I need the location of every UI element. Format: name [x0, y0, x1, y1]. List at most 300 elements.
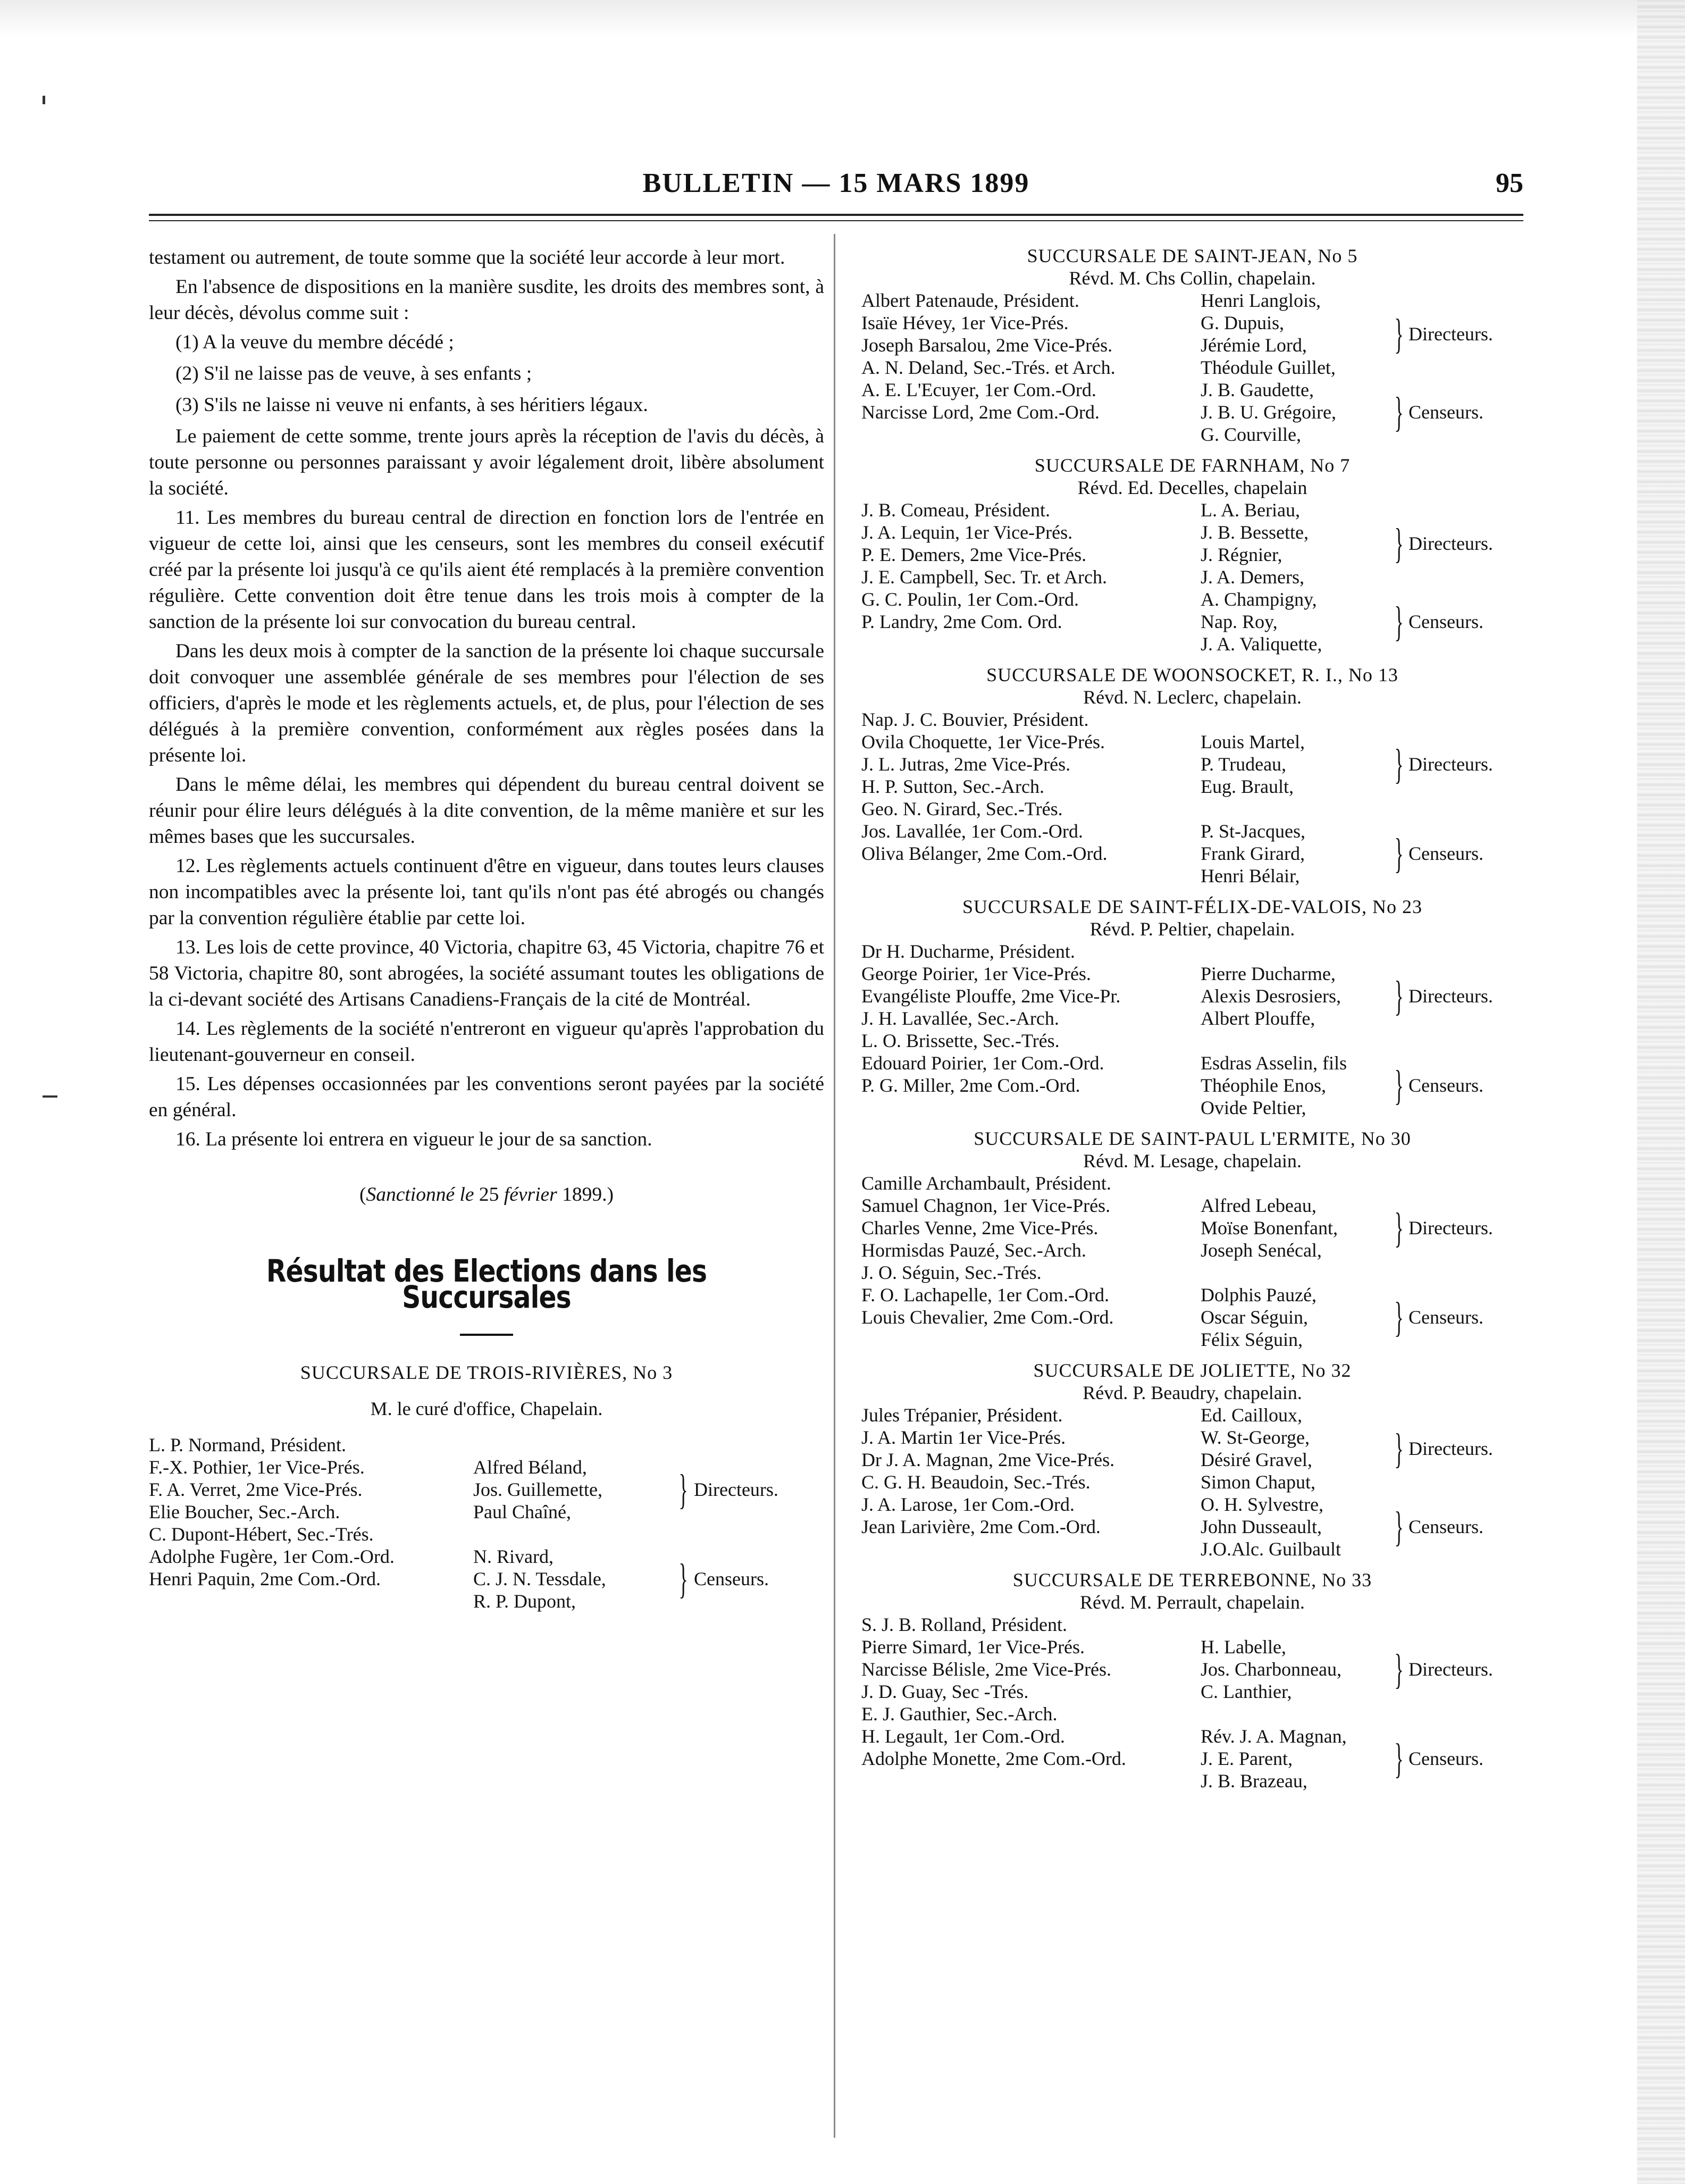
branch-chaplain: Révd. M. Chs Collin, chapelain.: [1069, 267, 1316, 289]
officer-row: [861, 1725, 1389, 1747]
officer-lines: [861, 1194, 1389, 1261]
officer-name: Ed. Cailloux,: [1201, 1404, 1302, 1426]
officer-name: J. B. Brazeau,: [1201, 1770, 1307, 1792]
officer-lines: [149, 1456, 673, 1523]
branch-title: SUCCURSALE DE SAINT-JEAN, No 5: [1027, 245, 1358, 266]
branch-chaplain: M. le curé d'office, Chapelain.: [370, 1398, 603, 1419]
officer-name: Hormisdas Pauzé, Sec.-Arch.: [861, 1240, 1086, 1261]
officer-row: [861, 820, 1389, 842]
officer-name: Henri Langlois,: [1201, 290, 1321, 311]
brace-glyph: }: [1394, 1062, 1404, 1109]
page-header: [149, 162, 1523, 205]
officer-row: [861, 775, 1389, 798]
officer-name: Pierre Ducharme,: [1201, 963, 1336, 984]
officer-name: R. P. Dupont,: [473, 1591, 576, 1612]
officer-group: [861, 1404, 1523, 1493]
branch-title: SUCCURSALE DE TROIS-RIVIÈRES, No 3: [300, 1362, 673, 1383]
brace-icon: [1389, 1052, 1409, 1119]
officer-name: Elie Boucher, Sec.-Arch.: [149, 1501, 340, 1522]
paragraph: 14. Les règlements de la société n'entreront en vigueur qu'après l'approbation du lieutenant-gouverneur en conseil.: [149, 1018, 824, 1066]
officer-name: [861, 1097, 1201, 1119]
officer-group: [149, 1456, 824, 1523]
officer-row: [861, 753, 1389, 775]
officer-row: [861, 1636, 1389, 1658]
officer-name: J. Régnier,: [1201, 544, 1282, 565]
officer-name: J. E. Campbell, Sec. Tr. et Arch.: [861, 566, 1107, 588]
officer-row: [861, 1538, 1389, 1560]
brace-glyph: }: [1394, 741, 1404, 788]
branch-title: SUCCURSALE DE SAINT-FÉLIX-DE-VALOIS, No 23: [962, 896, 1423, 917]
officer-name: G. Courville,: [1201, 424, 1301, 445]
officer-lines: [861, 1636, 1389, 1703]
officer-row: [861, 1493, 1389, 1516]
group-label: Directeurs.: [694, 1479, 778, 1500]
officer-row: [861, 1074, 1389, 1097]
officer-name: J. A. Martin 1er Vice-Prés.: [861, 1427, 1066, 1448]
officer-group: [861, 963, 1523, 1030]
officer-name: Joseph Barsalou, 2me Vice-Prés.: [861, 334, 1113, 356]
officer-name: Oliva Bélanger, 2me Com.-Ord.: [861, 843, 1108, 864]
officer-row: [861, 842, 1389, 865]
officer-line: L. O. Brissette, Sec.-Trés.: [861, 1030, 1060, 1051]
group-label: Directeurs.: [1409, 533, 1493, 554]
officer-name: [861, 1328, 1201, 1351]
branch-block: [861, 896, 1523, 1119]
officer-name: Albert Plouffe,: [1201, 1008, 1315, 1029]
header-rule: [149, 214, 1523, 216]
officer-name: G. Dupuis,: [1201, 312, 1285, 333]
officer-group: [861, 820, 1523, 887]
officer-row: [861, 963, 1389, 985]
officer-name: Jos. Guillemette,: [473, 1479, 602, 1500]
officer-name: Paul Chaîné,: [473, 1501, 571, 1522]
officer-name: George Poirier, 1er Vice-Prés.: [861, 963, 1091, 984]
group-label: Directeurs.: [1409, 1438, 1493, 1459]
officer-name: Narcisse Bélisle, 2me Vice-Prés.: [861, 1659, 1112, 1680]
paragraph: Dans les deux mois à compter de la sanction de la présente loi chaque succursale doit convoquer une assemblée générale de ses membres pour l'élection de ses officiers, d'après le mode et les règlements actuels, et, de plus, pour l'élection de ses délégués à la première convention, conformément aux règles posées dans la présente loi.: [149, 640, 824, 766]
list-item: (1) A la veuve du membre décédé ;: [175, 331, 454, 353]
officer-line: C. Dupont-Hébert, Sec.-Trés.: [149, 1524, 374, 1545]
officer-row: [861, 1770, 1389, 1792]
officer-row: [861, 499, 1389, 521]
group-label: Directeurs.: [1409, 985, 1493, 1007]
header-rule-thin: [149, 220, 1523, 221]
officer-name: Narcisse Lord, 2me Com.-Ord.: [861, 401, 1100, 423]
brace-glyph: }: [1394, 1204, 1404, 1251]
officer-name: W. St-George,: [1201, 1427, 1310, 1448]
running-title: BULLETIN — 15 MARS 1899: [642, 168, 1030, 198]
branch-chaplain: Révd. M. Lesage, chapelain.: [1083, 1150, 1302, 1172]
officer-group: [861, 1194, 1523, 1261]
president-line: Dr H. Ducharme, Président.: [861, 941, 1075, 962]
officer-row: [861, 1097, 1389, 1119]
officer-row: [149, 1456, 673, 1478]
officer-row: [149, 1590, 673, 1612]
officer-row: [861, 1194, 1389, 1217]
officer-name: Jos. Charbonneau,: [1201, 1659, 1342, 1680]
officer-name: Alexis Desrosiers,: [1201, 985, 1341, 1007]
officer-lines: [861, 731, 1389, 798]
officer-name: [861, 1538, 1201, 1560]
section-heading: Résultat des Elections dans les Succursales: [266, 1253, 707, 1315]
officer-name: Louis Martel,: [1201, 731, 1305, 752]
officer-name: O. H. Sylvestre,: [1201, 1494, 1323, 1515]
officer-group: [861, 1284, 1523, 1351]
officer-lines: [861, 1404, 1389, 1493]
officer-row: [861, 588, 1389, 610]
officer-row: [149, 1568, 673, 1590]
officer-row: [861, 1516, 1389, 1538]
officer-row: [861, 521, 1389, 543]
branch-chaplain: Révd. N. Leclerc, chapelain.: [1083, 687, 1302, 708]
officer-name: A. E. L'Ecuyer, 1er Com.-Ord.: [861, 379, 1096, 400]
officer-name: Jérémie Lord,: [1201, 334, 1307, 356]
officer-name: Pierre Simard, 1er Vice-Prés.: [861, 1636, 1085, 1658]
officer-name: Samuel Chagnon, 1er Vice-Prés.: [861, 1195, 1111, 1216]
officer-name: P. G. Miller, 2me Com.-Ord.: [861, 1075, 1080, 1096]
officer-row: [861, 865, 1389, 887]
officer-name: Désiré Gravel,: [1201, 1449, 1312, 1470]
officer-name: L. A. Beriau,: [1201, 499, 1300, 521]
officer-name: [861, 1770, 1201, 1792]
officer-line: Geo. N. Girard, Sec.-Trés.: [861, 798, 1063, 819]
officer-name: Rév. J. A. Magnan,: [1201, 1726, 1347, 1747]
officer-name: H. Labelle,: [1201, 1636, 1286, 1658]
officer-name: C. G. H. Beaudoin, Sec.-Trés.: [861, 1471, 1091, 1493]
sanction-year: 1899.: [562, 1184, 607, 1206]
list-item: (2) S'il ne laisse pas de veuve, à ses enfants ;: [175, 363, 532, 384]
officer-row: [861, 1426, 1389, 1449]
brace-icon: [1389, 1194, 1409, 1261]
officer-name: N. Rivard,: [473, 1546, 554, 1567]
president-line: S. J. B. Rolland, Président.: [861, 1614, 1068, 1635]
officer-name: Ovide Peltier,: [1201, 1097, 1306, 1118]
brace-icon: [673, 1456, 694, 1523]
branch-title: SUCCURSALE DE TERREBONNE, No 33: [1012, 1569, 1372, 1591]
officer-name: Louis Chevalier, 2me Com.-Ord.: [861, 1307, 1114, 1328]
brace-icon: [1389, 1493, 1409, 1560]
officer-name: H. Legault, 1er Com.-Ord.: [861, 1726, 1065, 1747]
group-label: Censeurs.: [1409, 401, 1483, 423]
officer-name: Félix Séguin,: [1201, 1329, 1303, 1350]
officer-row: [861, 1747, 1389, 1770]
officer-lines: [149, 1545, 673, 1612]
officer-name: Ovila Choquette, 1er Vice-Prés.: [861, 731, 1105, 752]
officer-name: [861, 423, 1201, 446]
officer-row: [149, 1478, 673, 1501]
officer-name: Adolphe Monette, 2me Com.-Ord.: [861, 1748, 1126, 1769]
intro-paragraphs: [149, 245, 824, 326]
officer-row: [861, 1239, 1389, 1261]
branch-block: [861, 1359, 1523, 1560]
branch-trois-rivieres: [149, 1361, 824, 1612]
group-label: Directeurs.: [1409, 323, 1493, 345]
officer-row: [861, 1328, 1389, 1351]
branch-title: SUCCURSALE DE WOONSOCKET, R. I., No 13: [986, 664, 1398, 685]
brace-glyph: }: [1394, 598, 1404, 645]
brace-icon: [1389, 1284, 1409, 1351]
officer-name: Evangéliste Plouffe, 2me Vice-Pr.: [861, 985, 1121, 1007]
paragraph: 13. Les lois de cette province, 40 Victoria, chapitre 63, 45 Victoria, chapitre 76 et 58 Victoria, chapitre 80, sont abrogées, la société assumant toutes les obligations de la ci-devant société des Artisans Canadiens-Français de la cité de Montréal.: [149, 936, 824, 1010]
brace-icon: [1389, 379, 1409, 446]
president-line: Camille Archambault, Président.: [861, 1173, 1111, 1194]
brace-glyph: }: [678, 1555, 688, 1602]
list-item: (3) S'ils ne laisse ni veuve ni enfants, à ses héritiers légaux.: [175, 394, 648, 416]
officer-name: Simon Chaput,: [1201, 1471, 1316, 1493]
officer-name: J. A. Valiquette,: [1201, 633, 1322, 655]
officer-name: J. L. Jutras, 2me Vice-Prés.: [861, 754, 1071, 775]
right-column: [861, 245, 1523, 1801]
group-label: Directeurs.: [1409, 754, 1493, 775]
officer-group: [861, 379, 1523, 446]
officer-name: Jos. Lavallée, 1er Com.-Ord.: [861, 821, 1083, 842]
branch-title: SUCCURSALE DE FARNHAM, No 7: [1034, 455, 1351, 476]
brace-icon: [1389, 289, 1409, 379]
brace-glyph: }: [1394, 1294, 1404, 1341]
paragraph: Dans le même délai, les membres qui dépendent du bureau central doivent se réunir pour élire leurs délégués à la dite convention, de la même manière et sur les mêmes bases que les succursales.: [149, 774, 824, 848]
brace-glyph: }: [1394, 520, 1404, 567]
brace-glyph: }: [1394, 311, 1404, 357]
officer-name: C. Lanthier,: [1201, 1681, 1292, 1702]
group-label: Censeurs.: [1409, 1516, 1483, 1537]
officer-row: [149, 1545, 673, 1568]
branch-block: [861, 1127, 1523, 1351]
officer-name: C. J. N. Tessdale,: [473, 1568, 606, 1589]
officer-group: [861, 588, 1523, 655]
officer-name: Frank Girard,: [1201, 843, 1305, 864]
officer-row: [861, 1658, 1389, 1680]
group-label: Censeurs.: [1409, 843, 1483, 864]
group-label: Censeurs.: [694, 1568, 769, 1589]
scan-right-edge: [1637, 0, 1685, 2184]
officer-name: Oscar Séguin,: [1201, 1307, 1308, 1328]
group-label: Censeurs.: [1409, 611, 1483, 632]
officer-name: Esdras Asselin, fils: [1201, 1052, 1347, 1074]
officer-name: Albert Patenaude, Président.: [861, 290, 1079, 311]
column-divider: [834, 234, 835, 2138]
officer-name: P. E. Demers, 2me Vice-Prés.: [861, 544, 1087, 565]
officer-group: [861, 1052, 1523, 1119]
officer-row: [861, 312, 1389, 334]
officer-name: J. B. Gaudette,: [1201, 379, 1314, 400]
brace-glyph: }: [1394, 1646, 1404, 1693]
officer-name: A. N. Deland, Sec.-Trés. et Arch.: [861, 357, 1116, 378]
officer-lines: [861, 820, 1389, 887]
branch-title: SUCCURSALE DE JOLIETTE, No 32: [1033, 1360, 1352, 1381]
officer-row: [861, 1284, 1389, 1306]
officer-name: Eug. Brault,: [1201, 776, 1294, 797]
branch-chaplain: Révd. M. Perrault, chapelain.: [1080, 1592, 1305, 1613]
officer-group: [861, 1636, 1523, 1703]
paragraph: 15. Les dépenses occasionnées par les conventions seront payées par la société en général.: [149, 1073, 824, 1121]
officer-lines: [861, 1052, 1389, 1119]
group-label: Directeurs.: [1409, 1659, 1493, 1680]
brace-glyph: }: [1394, 1503, 1404, 1550]
officer-name: P. Trudeau,: [1201, 754, 1287, 775]
officer-lines: [861, 588, 1389, 655]
paragraph: En l'absence de dispositions en la manière susdite, les droits des membres sont, à leur décès, dévolus comme suit :: [149, 276, 824, 324]
officer-name: Charles Venne, 2me Vice-Prés.: [861, 1217, 1099, 1239]
officer-name: P. St-Jacques,: [1201, 821, 1305, 842]
scan-mark: [43, 96, 45, 104]
sanction-italic: Sanctionné le: [366, 1184, 474, 1206]
officer-row: [861, 1449, 1389, 1471]
officer-row: [861, 401, 1389, 423]
officer-row: [861, 1471, 1389, 1493]
officer-name: Nap. Roy,: [1201, 611, 1278, 632]
officer-name: Dr J. A. Magnan, 2me Vice-Prés.: [861, 1449, 1115, 1470]
brace-icon: [673, 1545, 694, 1612]
group-label: Censeurs.: [1409, 1748, 1483, 1769]
sanction-day: 25: [479, 1184, 499, 1206]
brace-glyph: }: [1394, 389, 1404, 436]
officer-name: F.-X. Pothier, 1er Vice-Prés.: [149, 1457, 365, 1478]
officer-line: E. J. Gauthier, Sec.-Arch.: [861, 1703, 1058, 1725]
branch-block: [861, 664, 1523, 887]
officer-row: [861, 1007, 1389, 1030]
brace-icon: [1389, 1404, 1409, 1493]
officer-row: [861, 334, 1389, 356]
officer-name: P. Landry, 2me Com. Ord.: [861, 611, 1062, 632]
paragraph: 16. La présente loi entrera en vigueur le jour de sa sanction.: [175, 1128, 652, 1150]
paragraph: 11. Les membres du bureau central de direction en fonction lors de l'entrée en vigueur de cette loi, ainsi que les censeurs, sont les membres du conseil exécutif créé par la présente loi jusqu'à ce qu'ils aient été remplacés à la première convention régulière. Cette convention doit être tenue dans les trois mois à compter de la sanction de la présente loi sur convocation du bureau central.: [149, 507, 824, 633]
officer-row: [861, 543, 1389, 566]
heading-rule: [460, 1334, 513, 1336]
officer-row: [861, 731, 1389, 753]
brace-glyph: }: [1394, 973, 1404, 1019]
officer-name: J. A. Demers,: [1201, 566, 1304, 588]
officer-name: J. A. Lequin, 1er Vice-Prés.: [861, 522, 1073, 543]
officer-name: [861, 633, 1201, 655]
officer-group: [861, 499, 1523, 588]
officer-line: J. O. Séguin, Sec.-Trés.: [861, 1262, 1042, 1283]
sanction-month: février: [504, 1184, 557, 1206]
officer-name: J. A. Larose, 1er Com.-Ord.: [861, 1494, 1075, 1515]
officer-group: [861, 1493, 1523, 1560]
officer-name: Théophile Enos,: [1201, 1075, 1326, 1096]
president-line: L. P. Normand, Président.: [149, 1434, 346, 1455]
paragraph: testament ou autrement, de toute somme que la société leur accorde à leur mort.: [149, 247, 785, 269]
brace-glyph: }: [1394, 1425, 1404, 1472]
officer-name: Moïse Bonenfant,: [1201, 1217, 1338, 1239]
officer-row: [861, 289, 1389, 312]
officer-name: J. D. Guay, Sec -Trés.: [861, 1681, 1029, 1702]
officer-name: Henri Paquin, 2me Com.-Ord.: [149, 1568, 381, 1589]
officer-row: [861, 610, 1389, 633]
law-paragraphs: [149, 423, 824, 1152]
paragraph: Le paiement de cette somme, trente jours après la réception de l'avis du décès, à toute personne ou personnes paraissant y avoir légalement droit, libère absolument la société.: [149, 425, 824, 499]
officer-row: [861, 566, 1389, 588]
officer-lines: [861, 499, 1389, 588]
officer-name: J. B. Comeau, Président.: [861, 499, 1050, 521]
officer-row: [861, 1404, 1389, 1426]
officer-name: Alfred Béland,: [473, 1457, 587, 1478]
brace-icon: [1389, 1636, 1409, 1703]
officer-row: [861, 633, 1389, 655]
officer-name: J. B. U. Grégoire,: [1201, 401, 1336, 423]
officer-lines: [861, 1493, 1389, 1560]
brace-icon: [1389, 963, 1409, 1030]
officer-name: G. C. Poulin, 1er Com.-Ord.: [861, 589, 1079, 610]
officer-lines: [861, 289, 1389, 379]
officer-name: Joseph Senécal,: [1201, 1240, 1322, 1261]
brace-icon: [1389, 731, 1409, 798]
officer-lines: [861, 379, 1389, 446]
branch-chaplain: Révd. Ed. Decelles, chapelain: [1077, 477, 1307, 498]
group-label: Censeurs.: [1409, 1075, 1483, 1096]
officer-group: [149, 1545, 824, 1612]
officer-name: Adolphe Fugère, 1er Com.-Ord.: [149, 1546, 395, 1567]
devolution-list: [149, 329, 824, 418]
officer-row: [861, 379, 1389, 401]
scan-mark: [43, 1095, 57, 1098]
officer-lines: [861, 1284, 1389, 1351]
sanction-line: (Sanctionné le 25 février 1899.): [359, 1184, 614, 1206]
officer-name: [149, 1590, 473, 1612]
officer-name: A. Champigny,: [1201, 589, 1317, 610]
brace-icon: [1389, 588, 1409, 655]
officer-row: [861, 1306, 1389, 1328]
group-label: Directeurs.: [1409, 1217, 1493, 1239]
officer-name: Dolphis Pauzé,: [1201, 1284, 1317, 1306]
officer-name: H. P. Sutton, Sec.-Arch.: [861, 776, 1044, 797]
left-column: [149, 245, 824, 1612]
officer-row: [861, 1217, 1389, 1239]
officer-name: F. A. Verret, 2me Vice-Prés.: [149, 1479, 363, 1500]
brace-icon: [1389, 1725, 1409, 1792]
officer-name: Jules Trépanier, Président.: [861, 1404, 1063, 1426]
officer-name: [861, 865, 1201, 887]
officer-name: Edouard Poirier, 1er Com.-Ord.: [861, 1052, 1104, 1074]
branch-chaplain: Révd. P. Beaudry, chapelain.: [1083, 1382, 1302, 1403]
president-line: Nap. J. C. Bouvier, Président.: [861, 709, 1089, 730]
officer-row: [861, 1052, 1389, 1074]
group-label: Censeurs.: [1409, 1307, 1483, 1328]
officer-row: [149, 1501, 673, 1523]
officer-row: [861, 1680, 1389, 1703]
branch-block: [861, 1569, 1523, 1792]
page-number: 95: [1496, 168, 1523, 198]
brace-icon: [1389, 499, 1409, 588]
officer-name: Théodule Guillet,: [1201, 357, 1336, 378]
officer-name: Alfred Lebeau,: [1201, 1195, 1317, 1216]
officer-lines: [861, 1725, 1389, 1792]
branch-chaplain: Révd. P. Peltier, chapelain.: [1089, 918, 1295, 940]
officer-name: J.O.Alc. Guilbault: [1201, 1538, 1341, 1560]
branch-block: [861, 454, 1523, 655]
officer-name: John Dusseault,: [1201, 1516, 1322, 1537]
officer-row: [861, 423, 1389, 446]
branch-title: SUCCURSALE DE SAINT-PAUL L'ERMITE, No 30: [974, 1128, 1411, 1149]
brace-glyph: }: [1394, 830, 1404, 877]
officer-name: Henri Bélair,: [1201, 865, 1300, 886]
paragraph: 12. Les règlements actuels continuent d'être en vigueur, dans toutes leurs clauses non incompatibles avec la présente loi, tant qu'ils n'ont pas été abrogés ou changés par la convention régulière établie par cette loi.: [149, 855, 824, 929]
officer-name: F. O. Lachapelle, 1er Com.-Ord.: [861, 1284, 1109, 1306]
officer-row: [861, 985, 1389, 1007]
officer-group: [861, 1725, 1523, 1792]
brace-icon: [1389, 820, 1409, 887]
officer-name: J. H. Lavallée, Sec.-Arch.: [861, 1008, 1059, 1029]
scan-top-edge: [0, 0, 1685, 37]
officer-group: [861, 731, 1523, 798]
brace-glyph: }: [678, 1466, 688, 1513]
brace-glyph: }: [1394, 1735, 1404, 1782]
officer-name: Jean Larivière, 2me Com.-Ord.: [861, 1516, 1101, 1537]
officer-group: [861, 289, 1523, 379]
officer-name: J. B. Bessette,: [1201, 522, 1309, 543]
officer-lines: [861, 963, 1389, 1030]
officer-name: Isaïe Hévey, 1er Vice-Prés.: [861, 312, 1069, 333]
